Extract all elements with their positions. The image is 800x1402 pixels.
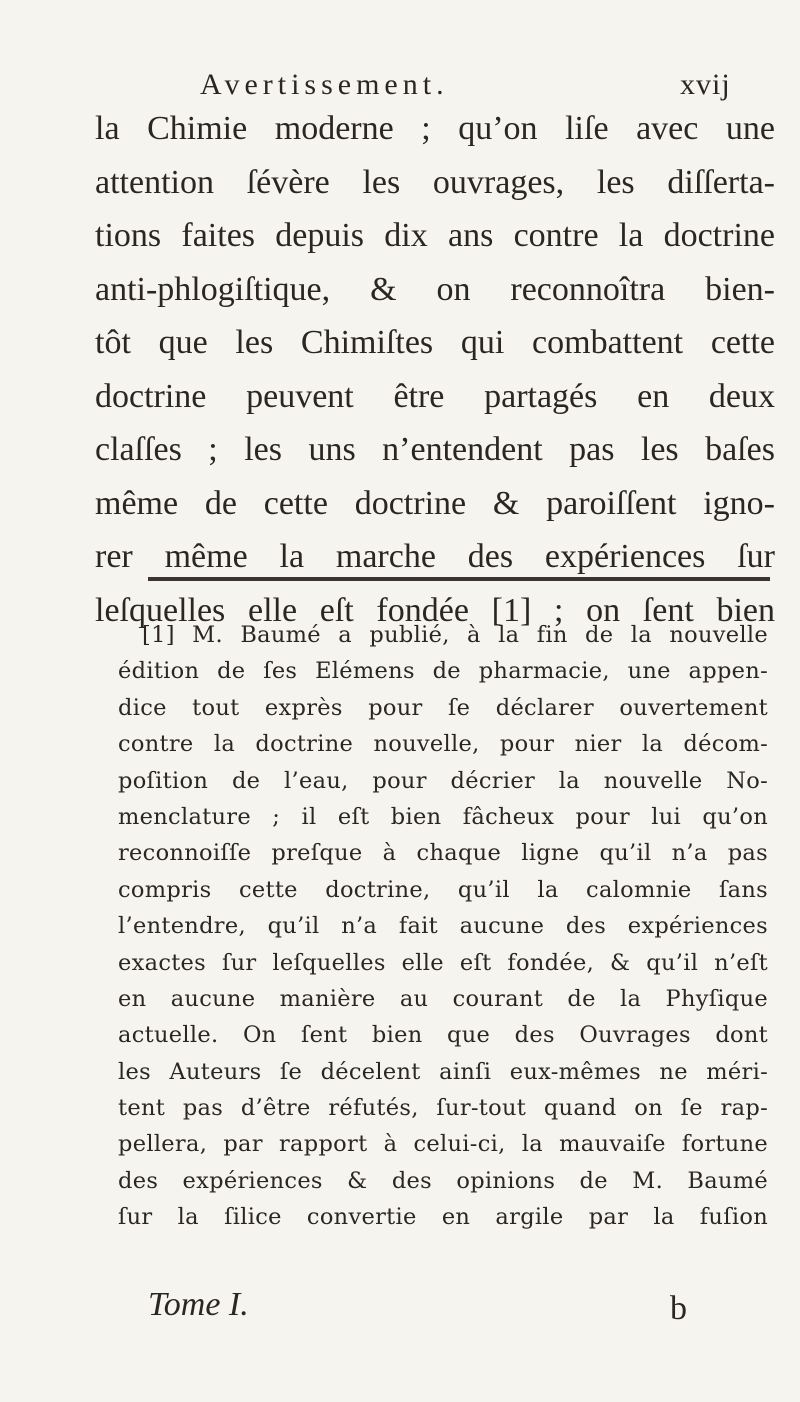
footnote-line: édition de ſes Elémens de pharmacie, une appen- bbox=[118, 658, 768, 685]
footnote-line: l’entendre, qu’il n’a fait aucune des expériences bbox=[118, 913, 768, 940]
page-number: xvij bbox=[680, 68, 731, 101]
footnote-line: compris cette doctrine, qu’il la calomnie ſans bbox=[118, 876, 768, 903]
text-line: même de cette doctrine & paroiſſent igno- bbox=[95, 484, 775, 522]
footnote-line: des expériences & des opinions de M. Baumé bbox=[118, 1167, 768, 1194]
footnote-separator-rule bbox=[148, 577, 770, 581]
footnote-line: tent pas d’être réfutés, ſur-tout quand on ſe rap- bbox=[118, 1095, 768, 1122]
page-footer bbox=[148, 1286, 768, 1327]
footnote-line: dice tout exprès pour ſe déclarer ouvertement bbox=[118, 694, 768, 721]
footnote bbox=[118, 617, 768, 1236]
text-line: tions faites depuis dix ans contre la doctrine bbox=[95, 217, 775, 254]
footnote-line: pellera, par rapport à celui-ci, la mauvaiſe fortune bbox=[118, 1131, 768, 1158]
text-line: doctrine peuvent être partagés en deux bbox=[95, 377, 775, 415]
footnote-line: les Auteurs ſe décelent ainſi eux-mêmes ne méri- bbox=[118, 1058, 768, 1085]
text-line: leſquelles elle eſt fondée [1] ; on ſent bien bbox=[95, 591, 775, 629]
footnote-line: exactes ſur leſquelles elle eſt fondée, & qu’il n’eſt bbox=[118, 949, 768, 976]
footnote-line: [1] M. Baumé a publié, à la fin de la nouvelle bbox=[142, 622, 768, 648]
footnote-line: menclature ; il eſt bien fâcheux pour lui qu’on bbox=[118, 803, 768, 830]
text-line: attention ſévère les ouvrages, les diſſerta- bbox=[95, 163, 775, 201]
text-line: rer même la marche des expériences ſur bbox=[95, 538, 775, 575]
running-title: Avertissement. bbox=[200, 68, 449, 101]
running-head bbox=[200, 68, 760, 102]
footnote-line: en aucune manière au courant de la Phyſique bbox=[118, 985, 768, 1012]
footnote-line: ſur la ſilice convertie en argile par la fuſion bbox=[118, 1204, 768, 1231]
footnote-line: poſition de l’eau, pour décrier la nouvelle No- bbox=[118, 767, 768, 794]
text-line: tôt que les Chimiſtes qui combattent cette bbox=[95, 324, 775, 361]
footnote-line: contre la doctrine nouvelle, pour nier la décom- bbox=[118, 731, 768, 758]
main-text bbox=[95, 102, 775, 637]
footnote-line: actuelle. On ſent bien que des Ouvrages dont bbox=[118, 1022, 768, 1049]
volume-label: Tome I. bbox=[148, 1286, 249, 1323]
signature-mark: b bbox=[670, 1290, 687, 1327]
text-line: anti-phlogiſtique, & on reconnoîtra bien- bbox=[95, 270, 775, 308]
footnote-line: reconnoiſſe preſque à chaque ligne qu’il n’a pas bbox=[118, 840, 768, 867]
text-line: la Chimie moderne ; qu’on liſe avec une bbox=[95, 110, 775, 147]
text-line: claſſes ; les uns n’entendent pas les baſes bbox=[95, 431, 775, 468]
